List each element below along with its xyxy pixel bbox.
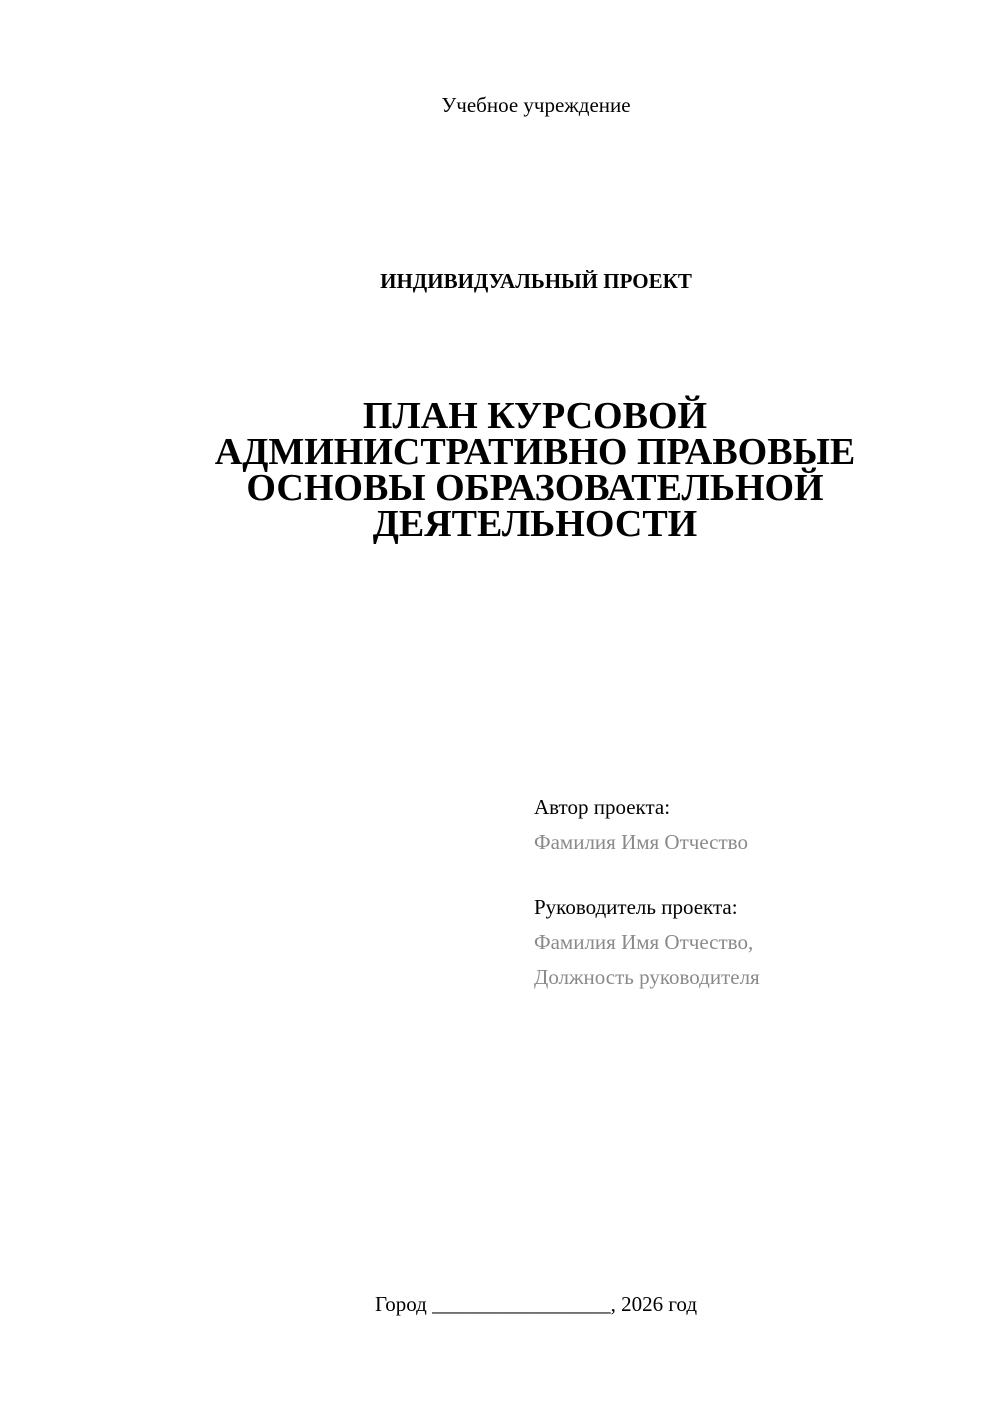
project-title-line: АДМИНИСТРАТИВНО ПРАВОВЫЕ — [214, 431, 856, 473]
supervisor-position: Должность руководителя — [534, 965, 760, 989]
author-name: Фамилия Имя Отчество — [534, 830, 748, 854]
project-title — [150, 395, 920, 545]
institution-name: Учебное учреждение — [441, 93, 631, 117]
supervisor-name: Фамилия Имя Отчество, — [534, 930, 754, 954]
project-title-line: ПЛАН КУРСОВОЙ — [362, 395, 708, 437]
spacer — [534, 860, 974, 890]
project-credits — [534, 790, 974, 995]
project-title-line: ОСНОВЫ ОБРАЗОВАТЕЛЬНОЙ — [246, 467, 824, 509]
city-year-line: Город _________________, 2026 год — [374, 1292, 698, 1316]
project-type-heading: ИНДИВИДУАЛЬНЫЙ ПРОЕКТ — [380, 269, 692, 293]
author-label: Автор проекта: — [534, 795, 671, 819]
supervisor-label: Руководитель проекта: — [534, 895, 738, 919]
project-title-line: ДЕЯТЕЛЬНОСТИ — [372, 503, 698, 545]
